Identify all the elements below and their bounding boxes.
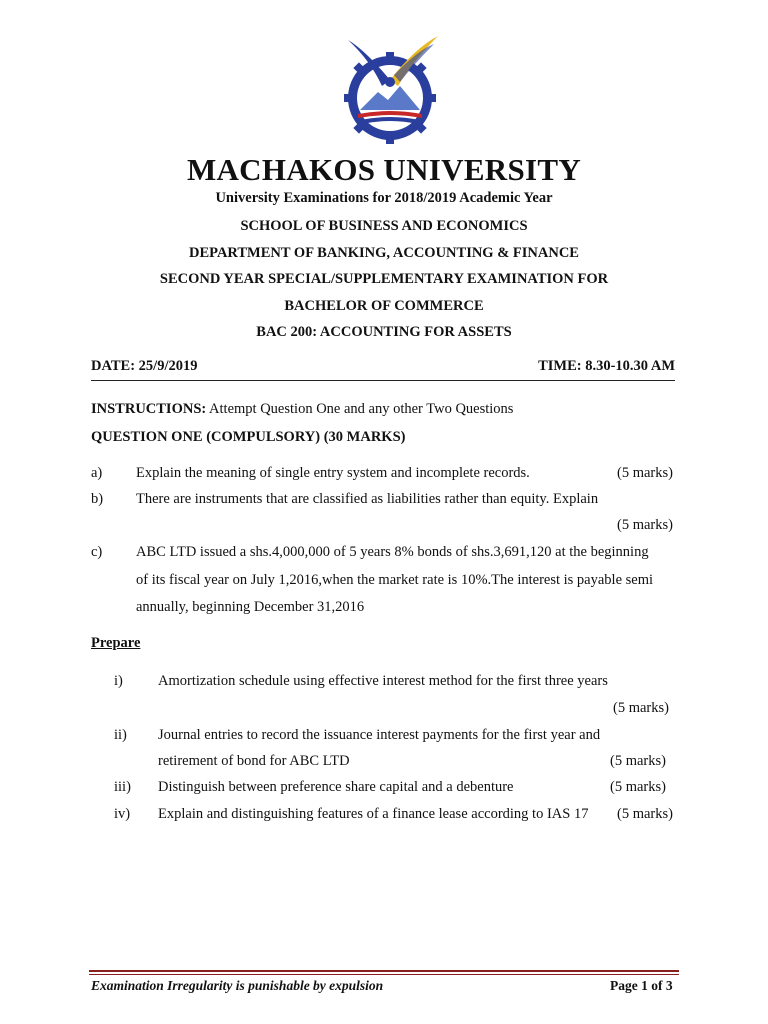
sub-item-iv-text: Explain and distinguishing features of a finance lease according to IAS 17: [158, 806, 589, 822]
item-a-text: Explain the meaning of single entry system and incomplete records.: [136, 465, 530, 481]
university-name: MACHAKOS UNIVERSITY: [186, 152, 582, 187]
page-number: Page 1 of 3: [610, 978, 673, 993]
degree-line: BACHELOR OF COMMERCE: [284, 297, 484, 314]
footer-warning: Examination Irregularity is punishable by expulsion: [91, 978, 384, 993]
item-b-text: There are instruments that are classified as liabilities rather than equity. Explain: [136, 491, 599, 507]
prepare-heading: Prepare: [91, 635, 141, 651]
sub-item-label-ii: ii): [114, 727, 127, 743]
sub-item-ii-text-2: retirement of bond for ABC LTD: [158, 753, 350, 769]
sub-item-label-iii: iii): [114, 779, 131, 795]
exam-year-line: University Examinations for 2018/2019 Academic Year: [215, 190, 553, 206]
item-c-text-2: of its fiscal year on July 1,2016,when the market rate is 10%.The interest is payable semi: [136, 572, 654, 588]
sub-item-label-iv: iv): [114, 806, 131, 822]
item-b-marks: (5 marks): [617, 517, 673, 533]
university-logo: [330, 30, 450, 150]
footer-rule-thin: [89, 974, 679, 975]
sub-item-i-text: Amortization schedule using effective interest method for the first three years: [158, 673, 608, 689]
item-label-b: b): [91, 491, 104, 507]
item-label-c: c): [91, 544, 103, 560]
question-one-title: QUESTION ONE (COMPULSORY) (30 MARKS): [91, 429, 406, 445]
sub-item-iii-marks: (5 marks): [610, 779, 666, 795]
exam-type-line: SECOND YEAR SPECIAL/SUPPLEMENTARY EXAMINATION FOR: [159, 271, 609, 287]
exam-time: TIME: 8.30-10.30 AM: [538, 358, 675, 374]
exam-date: DATE: 25/9/2019: [91, 358, 198, 374]
sub-item-ii-text-1: Journal entries to record the issuance interest payments for the first year and: [158, 727, 601, 743]
instructions: [91, 400, 513, 418]
department-line: DEPARTMENT OF BANKING, ACCOUNTING & FINANCE: [189, 244, 579, 261]
item-label-a: a): [91, 465, 103, 481]
item-a-marks: (5 marks): [617, 465, 673, 481]
sub-item-label-i: i): [114, 673, 123, 689]
instructions-label: INSTRUCTIONS:: [91, 401, 207, 417]
item-c-text-1: ABC LTD issued a shs.4,000,000 of 5 years 8% bonds of shs.3,691,120 at the beginning: [136, 544, 649, 560]
school-line: SCHOOL OF BUSINESS AND ECONOMICS: [240, 218, 528, 234]
date-time-row: [91, 358, 675, 381]
sub-item-iv-marks: (5 marks): [617, 806, 673, 822]
sub-item-i-marks: (5 marks): [613, 700, 669, 716]
instructions-text: Attempt Question One and any other Two Questions: [206, 401, 514, 417]
sub-item-ii-marks: (5 marks): [610, 753, 666, 769]
exam-header: [0, 150, 768, 346]
item-c-text-3: annually, beginning December 31,2016: [136, 599, 365, 615]
course-line: BAC 200: ACCOUNTING FOR ASSETS: [256, 324, 512, 340]
sub-item-iii-text: Distinguish between preference share capital and a debenture: [158, 779, 514, 795]
footer-rule: [89, 970, 679, 972]
